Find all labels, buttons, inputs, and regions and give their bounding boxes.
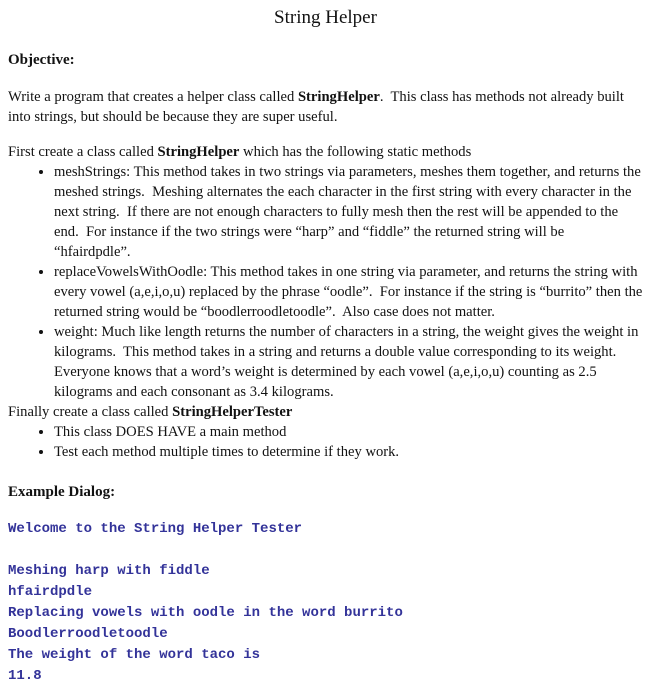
console-line-blank: [8, 540, 643, 561]
list-item-meshstrings: • meshStrings: This method takes in two strings via parameters, meshes them together, and returns the meshed strings. Meshing alternates the each character in the first string with every character in the next string. If there are not enough characters to fully mesh then the rest will be appended to the end. For instance if the two strings were “harp” and “fiddle” the returned string will be “hfairdpdle”.: [54, 162, 643, 262]
finally-create-text-pre: Finally create a class called: [8, 404, 173, 420]
tester-requirements-list: [8, 422, 643, 462]
console-line-mesh-result: hfairdpdle: [8, 584, 93, 600]
list-item-main-method: • This class DOES HAVE a main method: [54, 422, 643, 442]
console-line-replace-result: Boodlerroodletoodle: [8, 626, 168, 642]
example-dialog-output: [8, 519, 643, 687]
first-create-classname-bold: StringHelper: [157, 144, 240, 160]
intro-classname-bold: StringHelper: [297, 89, 380, 105]
console-line-weight-result: 11.8: [8, 668, 42, 684]
static-methods-list: [8, 162, 647, 402]
console-line-welcome: Welcome to the String Helper Tester: [8, 521, 303, 537]
first-create-text-pre: First create a class called: [8, 144, 158, 160]
list-item-test-methods: • Test each method multiple times to determine if they work.: [54, 442, 643, 462]
intro-text-post: . This class has methods not already built into strings, but should be because they are super useful.: [8, 89, 628, 125]
intro-text-pre: Write a program that creates a helper class called: [8, 89, 298, 105]
console-line-weight: The weight of the word taco is: [8, 647, 261, 663]
document-title: String Helper: [274, 7, 377, 28]
list-item-replacevowelswithoodle: • replaceVowelsWithOodle: This method takes in one string via parameter, and returns the string with every vowel (a,e,i,o,u) replaced by the phrase “oodle”. For instance if the string is “burrito” then the returned string would be “boodlerroodletoodle”. Also case does not matter.: [54, 262, 643, 322]
list-item-weight: • weight: Much like length returns the number of characters in a string, the weight gives the weight in kilograms. This method takes in a string and returns a double value corresponding to its weight. Everyone knows that a word’s weight is determined by each vowel (a,e,i,o,u) counting as 2.5 kilograms and each consonant as 3.4 kilograms.: [54, 322, 643, 402]
example-dialog-heading: Example Dialog:: [8, 484, 116, 500]
intro-paragraph: [8, 87, 643, 127]
first-create-paragraph: [8, 142, 643, 162]
finally-create-classname-bold: StringHelperTester: [172, 404, 293, 420]
console-line-replacing: Replacing vowels with oodle in the word burrito: [8, 605, 403, 621]
finally-create-paragraph: [8, 402, 643, 422]
console-line-meshing: Meshing harp with fiddle: [8, 563, 210, 579]
objective-heading: Objective:: [8, 52, 75, 68]
first-create-text-post: which has the following static methods: [239, 144, 472, 160]
